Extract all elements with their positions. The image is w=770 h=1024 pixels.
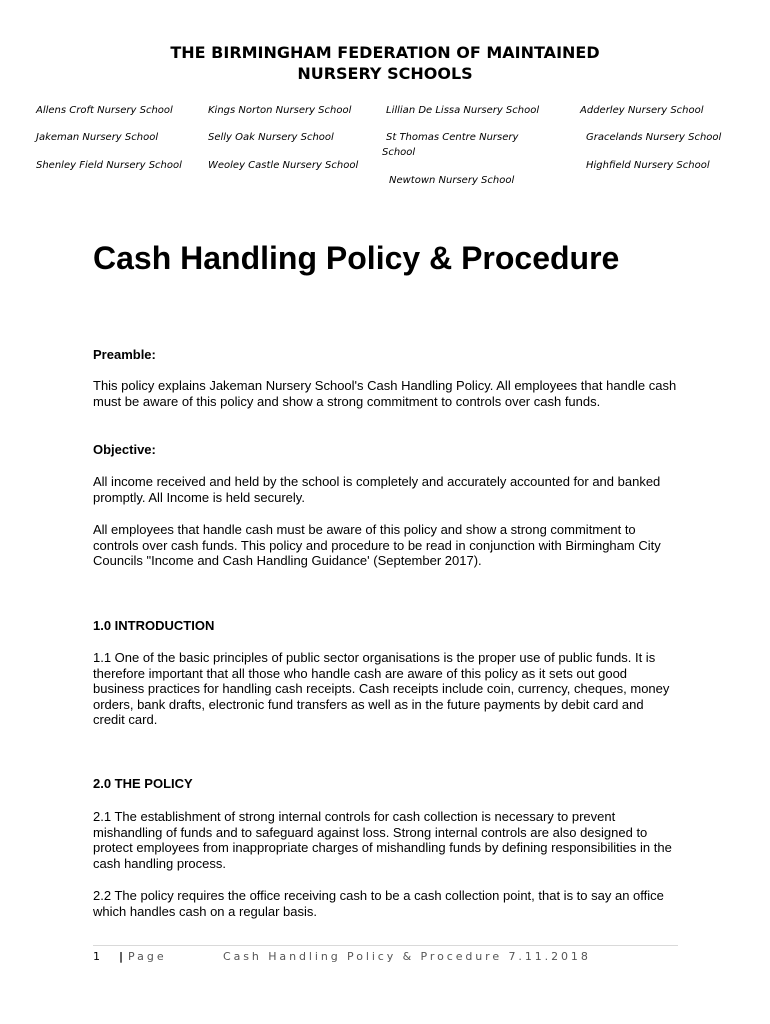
footer-separator: | bbox=[119, 950, 124, 963]
section-heading-policy: 2.0 THE POLICY bbox=[93, 776, 193, 791]
school-name: Weoley Castle Nursery School bbox=[208, 160, 359, 171]
school-name: Selly Oak Nursery School bbox=[208, 132, 334, 143]
document-title: Cash Handling Policy & Procedure bbox=[93, 240, 620, 276]
school-name: St Thomas Centre Nursery School bbox=[382, 132, 519, 158]
school-name: Shenley Field Nursery School bbox=[36, 160, 182, 171]
section-heading-introduction: 1.0 INTRODUCTION bbox=[93, 618, 215, 633]
objective-text: All income received and held by the school is completely and accurately accounted for and banked promptly. All Income is held securely. bbox=[93, 474, 661, 505]
school-name: Newtown Nursery School bbox=[389, 175, 515, 186]
school-name: Lillian De Lissa Nursery School bbox=[386, 105, 540, 116]
preamble-heading: Preamble: bbox=[93, 347, 156, 362]
footer-page-number: 1 bbox=[93, 950, 100, 963]
objective-heading: Objective: bbox=[93, 442, 156, 457]
school-name: Kings Norton Nursery School bbox=[208, 105, 352, 116]
preamble-text: This policy explains Jakeman Nursery School's Cash Handling Policy. All employees that handle cash must be aware of this policy and show a strong commitment to controls over cash funds. bbox=[93, 378, 677, 409]
section-paragraph: 2.1 The establishment of strong internal controls for cash collection is necessary to prevent mishandling of funds and to safeguard against loss. Strong internal controls are also designed to protect employees from inappropriate charges of mishandling funds by defining responsibilities in the cash handling process. bbox=[93, 809, 672, 871]
footer-page-label: Page bbox=[128, 950, 167, 963]
school-name: Adderley Nursery School bbox=[580, 105, 704, 116]
section-paragraph: 1.1 One of the basic principles of public sector organisations is the proper use of public funds. It is therefore important that all those who handle cash are aware of this policy as it sets out good business practices for handling cash receipts. Cash receipts include coin, currency, cheques, money orders, bank drafts, electronic fund transfers as well as in the future payments by debit card and credit card. bbox=[93, 650, 670, 727]
school-name: Jakeman Nursery School bbox=[36, 132, 159, 143]
footer-document-label: Cash Handling Policy & Procedure 7.11.2018 bbox=[223, 950, 591, 963]
federation-title: THE BIRMINGHAM FEDERATION OF MAINTAINED NURSERY SCHOOLS bbox=[170, 43, 600, 83]
school-name: Highfield Nursery School bbox=[586, 160, 710, 171]
school-name: Allens Croft Nursery School bbox=[36, 105, 173, 116]
school-name: Gracelands Nursery School bbox=[586, 132, 722, 143]
objective-text: All employees that handle cash must be aware of this policy and show a strong commitment to controls over cash funds. This policy and procedure to be read in conjunction with Birmingham City Councils "Income and Cash Handling Guidance' (September 2017). bbox=[93, 522, 661, 568]
section-paragraph: 2.2 The policy requires the office receiving cash to be a cash collection point, that is to say an office which handles cash on a regular basis. bbox=[93, 888, 664, 919]
footer-divider bbox=[93, 945, 678, 946]
